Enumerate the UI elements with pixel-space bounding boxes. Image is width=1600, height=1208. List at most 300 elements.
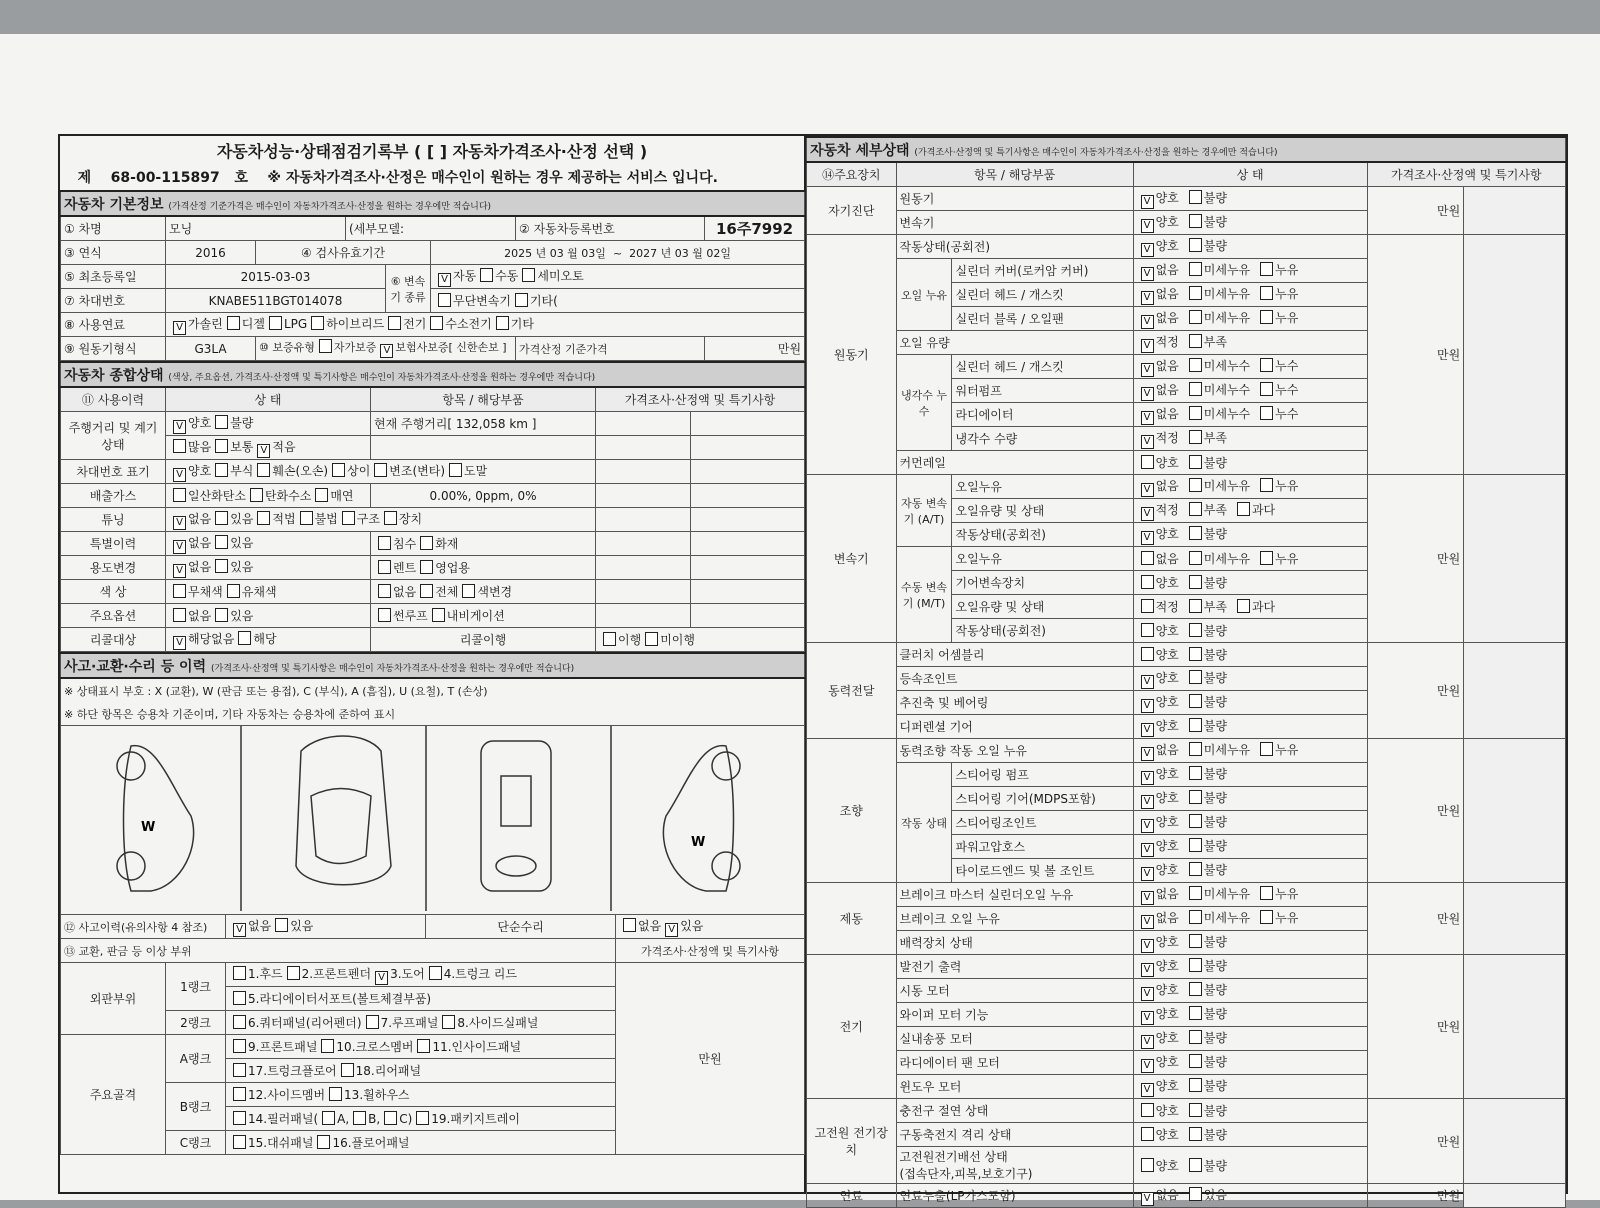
option-label: 없음	[1155, 358, 1179, 373]
status-i_ps_leak	[1133, 739, 1367, 763]
check-i_diff-bad[interactable]	[1189, 718, 1202, 732]
status-i_hose	[1133, 835, 1367, 859]
check-lpg[interactable]	[269, 316, 282, 330]
note-g_engine	[1464, 235, 1566, 475]
option-label: 불량	[1203, 982, 1227, 997]
check-i_c_head-fine_w[interactable]	[1189, 358, 1202, 372]
check-i_hose-bad[interactable]	[1189, 838, 1202, 852]
status-i_mt_idle	[1133, 619, 1367, 643]
check-i_fleak-yes[interactable]	[1189, 1187, 1202, 1201]
check-illegal[interactable]	[300, 511, 313, 525]
check-color-change[interactable]	[462, 584, 475, 598]
check-color-all[interactable]	[420, 584, 433, 598]
check-i_trans-bad[interactable]	[1189, 214, 1202, 228]
check-i_fan-good[interactable]: V	[1141, 1035, 1154, 1049]
check-i_alt-bad[interactable]	[1189, 958, 1202, 972]
check-vin-dmg[interactable]	[257, 463, 270, 477]
option-label: 양호	[1155, 790, 1179, 805]
label-base-price: 가격산정 기준가격	[516, 337, 705, 361]
check-option-yes[interactable]	[215, 608, 228, 622]
option-label: 미세누수	[1203, 382, 1251, 397]
check-i_at_leak-leak[interactable]	[1260, 478, 1273, 492]
check-semi[interactable]	[522, 268, 535, 282]
transmission-options-2: 무단변속기 기타(	[431, 289, 805, 313]
odometer-reading: 현재 주행거리[ 132,058 km ]	[371, 412, 596, 436]
label-detail-model: (세부모델:	[346, 216, 516, 241]
check-i_tie-good[interactable]: V	[1141, 867, 1154, 881]
check-i_cv-bad[interactable]	[1189, 670, 1202, 684]
option-label: 없음	[1155, 886, 1179, 901]
check-achrom[interactable]	[173, 584, 186, 598]
check-i_at_level-ok[interactable]: V	[1141, 507, 1154, 521]
check-recall-notdone[interactable]	[645, 632, 658, 646]
check-p7[interactable]	[366, 1015, 379, 1029]
check-option-none[interactable]	[173, 608, 186, 622]
status-i_mt_gear	[1133, 571, 1367, 595]
check-i_oil_level-ok[interactable]: V	[1141, 339, 1154, 353]
check-i_at_idle-good[interactable]: V	[1141, 531, 1154, 545]
item-i_joint: 스티어링조인트	[952, 811, 1133, 835]
check-p19[interactable]	[416, 1111, 429, 1125]
check-i_oil_level-low[interactable]	[1189, 334, 1202, 348]
check-p15[interactable]	[233, 1135, 246, 1149]
check-i_booster-bad[interactable]	[1189, 934, 1202, 948]
check-i_brake_oil-fine[interactable]	[1189, 910, 1202, 924]
option-label: 양호	[1155, 694, 1179, 709]
check-i_cyl_cover-leak[interactable]	[1260, 262, 1273, 276]
check-i_at_leak-none[interactable]: V	[1141, 483, 1154, 497]
option-label: 양호	[1155, 1078, 1179, 1093]
check-p9[interactable]	[233, 1039, 246, 1053]
option-label: 불량	[1203, 1158, 1227, 1173]
warranty-options: ⑩ 보증유형 자가보증 V 보험사보증[ 신한손보 ]	[256, 337, 516, 361]
status-i_engine	[1133, 187, 1367, 211]
check-i_mt_idle-bad[interactable]	[1189, 623, 1202, 637]
col-detail-item: 항목 / 해당부품	[896, 162, 1133, 187]
status-i_idle	[1133, 235, 1367, 259]
check-i_engine-good[interactable]: V	[1141, 195, 1154, 209]
check-accident-yes[interactable]	[275, 918, 288, 932]
check-repair-yes[interactable]: V	[665, 923, 678, 937]
check-smoke[interactable]	[315, 488, 328, 502]
item-wire-line1: 고전원전기배선 상태	[899, 1150, 1008, 1164]
status-i_rfan	[1133, 1051, 1367, 1075]
check-i_trans-good[interactable]: V	[1141, 219, 1154, 233]
check-struct[interactable]	[342, 511, 355, 525]
option-label: 적정	[1155, 430, 1179, 445]
item-i_block: 실린더 블록 / 오일팬	[952, 307, 1133, 331]
check-pb[interactable]	[353, 1111, 366, 1125]
check-i_brake_oil-none[interactable]: V	[1141, 915, 1154, 929]
option-label: 과다	[1251, 600, 1276, 614]
check-p16[interactable]	[317, 1135, 330, 1149]
option-label: 양호	[1155, 576, 1179, 590]
status-i_coolant	[1133, 427, 1367, 451]
status-i_wire	[1133, 1147, 1367, 1184]
left-column	[60, 136, 806, 1192]
check-p6[interactable]	[233, 1015, 246, 1029]
check-i_mt_idle-good[interactable]	[1141, 623, 1154, 637]
item-i_pump2: 스티어링 펌프	[952, 763, 1133, 787]
reg-number: 16주7992	[705, 216, 805, 241]
check-i_engine-bad[interactable]	[1189, 190, 1202, 204]
check-i_batt-good[interactable]	[1141, 1127, 1154, 1141]
item-i_at_level: 오일유량 및 상태	[952, 499, 1133, 523]
check-biz[interactable]	[420, 560, 433, 574]
check-electric[interactable]	[388, 316, 401, 330]
option-label: 불량	[1203, 1006, 1227, 1021]
check-i_coolant-ok[interactable]: V	[1141, 435, 1154, 449]
detail-row	[807, 1099, 1566, 1123]
check-i_mt_level-ok[interactable]	[1141, 599, 1154, 613]
label-rank2: 2랭크	[166, 1011, 226, 1035]
status-i_clutch	[1133, 643, 1367, 667]
check-p10[interactable]	[321, 1039, 334, 1053]
check-i_shaft-bad[interactable]	[1189, 694, 1202, 708]
option-label: 양호	[1155, 238, 1179, 253]
check-i_fleak-none[interactable]: V	[1141, 1192, 1154, 1206]
check-vin-theft[interactable]	[449, 463, 462, 477]
check-i_batt-bad[interactable]	[1189, 1127, 1202, 1141]
check-i_hose-good[interactable]: V	[1141, 843, 1154, 857]
check-vin-good[interactable]: V	[173, 468, 186, 482]
check-special-yes[interactable]	[215, 535, 228, 549]
check-i_pump-none[interactable]: V	[1141, 387, 1154, 401]
check-i_block-fine[interactable]	[1189, 310, 1202, 324]
check-i_block-none[interactable]: V	[1141, 315, 1154, 329]
check-i_clutch-bad[interactable]	[1189, 647, 1202, 661]
check-repair-none[interactable]	[623, 918, 636, 932]
left-side-view	[124, 746, 194, 891]
check-self-warranty[interactable]	[319, 339, 332, 353]
check-i_start-bad[interactable]	[1189, 982, 1202, 996]
check-i_rfan-bad[interactable]	[1189, 1054, 1202, 1068]
car-diagram-svg	[61, 726, 801, 911]
check-i_rail-good[interactable]	[1141, 455, 1154, 469]
check-vin-diff[interactable]	[332, 463, 345, 477]
label-valid-period: ④ 검사유효기간	[256, 241, 431, 265]
option-label: 양호	[1155, 1006, 1179, 1021]
check-i_mt_gear-bad[interactable]	[1189, 575, 1202, 589]
check-i_radiator-leak_w[interactable]	[1260, 406, 1273, 420]
option-label: 미세누유	[1203, 552, 1251, 566]
option-label: 없음	[1155, 478, 1179, 493]
check-pa[interactable]	[322, 1111, 335, 1125]
check-i_head_gasket-fine[interactable]	[1189, 286, 1202, 300]
check-i_wiper-good[interactable]: V	[1141, 1011, 1154, 1025]
check-accident-none[interactable]: V	[233, 923, 246, 937]
check-i_insul-bad[interactable]	[1189, 1103, 1202, 1117]
check-usage-none[interactable]: V	[173, 564, 186, 578]
option-label: 불량	[1203, 238, 1227, 253]
price-g_steer: 만원	[1367, 739, 1464, 883]
label-accident-history: ⑫ 사고이력(유의사항 4 참조)	[61, 915, 226, 939]
check-i_ps_leak-fine[interactable]	[1189, 742, 1202, 756]
status-i_mt_level	[1133, 595, 1367, 619]
check-p3[interactable]: V	[375, 971, 388, 985]
row-emission: 배출가스	[61, 484, 166, 508]
label-car-name: ① 차명	[61, 216, 166, 241]
check-i_radiator-none[interactable]: V	[1141, 411, 1154, 425]
check-i_fan-bad[interactable]	[1189, 1030, 1202, 1044]
check-i_shaft-good[interactable]: V	[1141, 699, 1154, 713]
item-i_ps_leak: 동력조향 작동 오일 누유	[896, 739, 1133, 763]
status-i_gear	[1133, 787, 1367, 811]
check-i_wiper-bad[interactable]	[1189, 1006, 1202, 1020]
check-i_radiator-fine_w[interactable]	[1189, 406, 1202, 420]
check-odo-bad[interactable]	[215, 415, 228, 429]
option-label: 양호	[1155, 190, 1179, 205]
first-reg: 2015-03-03	[166, 265, 386, 289]
option-label: 적정	[1155, 600, 1179, 614]
check-i_window-good[interactable]: V	[1141, 1083, 1154, 1097]
check-i_rail-bad[interactable]	[1189, 455, 1202, 469]
check-few[interactable]: V	[257, 444, 270, 458]
check-i_ps_leak-leak[interactable]	[1260, 742, 1273, 756]
check-p8[interactable]	[442, 1015, 455, 1029]
item-i_gear: 스티어링 기어(MDPS포함)	[952, 787, 1133, 811]
detail-row	[807, 235, 1566, 259]
option-label: 누유	[1275, 886, 1299, 901]
check-recall-na[interactable]: V	[173, 636, 186, 650]
check-i_diff-good[interactable]: V	[1141, 723, 1154, 737]
check-i_wire-bad[interactable]	[1189, 1158, 1202, 1172]
option-label: 양호	[1155, 958, 1179, 973]
check-co[interactable]	[173, 488, 186, 502]
check-p12[interactable]	[233, 1087, 246, 1101]
row-usage-change: 용도변경	[61, 556, 166, 580]
check-i_mt_leak-none[interactable]	[1141, 551, 1154, 565]
check-auto[interactable]: V	[438, 273, 451, 287]
check-i_at_level-over[interactable]	[1237, 502, 1250, 516]
option-label: 불량	[1203, 862, 1227, 877]
option-label: 부족	[1203, 502, 1227, 517]
check-i_mt_level-low[interactable]	[1189, 599, 1202, 613]
check-i_c_head-none[interactable]: V	[1141, 363, 1154, 377]
check-i_pump-leak_w[interactable]	[1260, 382, 1273, 396]
group-g_power: 동력전달	[807, 643, 897, 739]
group-g_elec: 전기	[807, 955, 897, 1099]
check-p11[interactable]	[417, 1039, 430, 1053]
check-i_gear-bad[interactable]	[1189, 790, 1202, 804]
check-cvt[interactable]	[438, 293, 451, 307]
status-i_joint	[1133, 811, 1367, 835]
check-i_mt_gear-good[interactable]	[1141, 575, 1154, 589]
check-i_cv-good[interactable]: V	[1141, 675, 1154, 689]
check-i_cyl_cover-none[interactable]: V	[1141, 267, 1154, 281]
check-gasoline[interactable]: V	[173, 321, 186, 335]
check-odo-good[interactable]: V	[173, 420, 186, 434]
check-chrom[interactable]	[227, 584, 240, 598]
check-special-none[interactable]: V	[173, 540, 186, 554]
check-i_master-fine[interactable]	[1189, 886, 1202, 900]
check-i_block-leak[interactable]	[1260, 310, 1273, 324]
check-i_insul-good[interactable]	[1141, 1103, 1154, 1117]
check-i_coolant-low[interactable]	[1189, 430, 1202, 444]
check-i_mt_leak-fine[interactable]	[1189, 551, 1202, 565]
item-i_fleak: 연료누출(LP가스포함)	[896, 1184, 1133, 1208]
item-i_at_leak: 오일누유	[952, 475, 1133, 499]
check-normal[interactable]	[215, 439, 228, 453]
overall-status-table: 자동차 종합상태 (색상, 주요옵션, 가격조사·산정액 및 특기사항은 매수인이 자동차가격조사·산정을 원하는 경우에만 적습니다) ⑪ 사용이력 상 태 항목 / 해당부품 가격조사·산정액 및 특기사항 주행거리 및 계기상태 V 양호 불량 현재 주행거리[ 132,058 km ] 많음 보통 V 적음 차대번호 표기 V 양호 부식 훼손(오손) 상이 변조(변타) 도말 배출가스 일산화탄소 탄화수소 매연 0.00%, 0ppm, 0% 튜닝 V 없음 있음 적법 불법 구조 장치 특별이력 V 없음 있음 침수 화재 용도변경 V 없음 있음 렌트 영업용 색 상 무채색 유채색 없음 전체 색변경 주요옵션 없음 있음 썬루프 내비게이션 리콜대상 V 해당없음 해당 리콜이행 이행 미이행	[60, 361, 805, 652]
option-label: 불량	[1203, 718, 1227, 733]
option-label: 불량	[1203, 670, 1227, 685]
note-g_brake	[1464, 883, 1566, 955]
item-i_pump: 워터펌프	[952, 379, 1133, 403]
check-vin-mod[interactable]	[374, 463, 387, 477]
price-g_brake: 만원	[1367, 883, 1464, 955]
note-g_fuel	[1464, 1184, 1566, 1208]
check-manual[interactable]	[480, 268, 493, 282]
price-g_engine: 만원	[1367, 235, 1464, 475]
check-hc[interactable]	[250, 488, 263, 502]
check-insurer-warranty[interactable]: V	[380, 344, 393, 358]
check-rent[interactable]	[378, 560, 391, 574]
check-p14[interactable]	[233, 1111, 246, 1125]
check-i_rfan-good[interactable]: V	[1141, 1059, 1154, 1073]
check-tuning-none[interactable]: V	[173, 516, 186, 530]
check-i_mt_level-over[interactable]	[1237, 599, 1250, 613]
basic-info-table	[60, 190, 805, 361]
check-i_cyl_cover-fine[interactable]	[1189, 262, 1202, 276]
check-fire[interactable]	[420, 536, 433, 550]
item-i_insul: 충전구 절연 상태	[896, 1099, 1133, 1123]
check-i_master-leak[interactable]	[1260, 886, 1273, 900]
check-i_joint-bad[interactable]	[1189, 814, 1202, 828]
note-g_trans	[1464, 475, 1566, 643]
option-label: 불량	[1203, 456, 1227, 470]
check-p1[interactable]	[233, 966, 246, 980]
underbody-view	[481, 741, 551, 891]
check-hybrid[interactable]	[311, 316, 324, 330]
option-label: 미세누유	[1203, 886, 1251, 901]
label-fuel: ⑧ 사용연료	[61, 313, 166, 337]
check-diesel[interactable]	[227, 316, 240, 330]
check-i_gear-good[interactable]: V	[1141, 795, 1154, 809]
check-recall-app[interactable]	[238, 631, 251, 645]
option-label: 누유	[1275, 910, 1299, 925]
option-label: 없음	[1155, 1187, 1179, 1202]
check-tuning-yes[interactable]	[215, 511, 228, 525]
status-i_booster	[1133, 931, 1367, 955]
check-i_head_gasket-none[interactable]: V	[1141, 291, 1154, 305]
check-sunroof[interactable]	[378, 608, 391, 622]
check-i_brake_oil-leak[interactable]	[1260, 910, 1273, 924]
check-i_clutch-good[interactable]	[1141, 647, 1154, 661]
inspection-record-form	[58, 134, 1568, 1204]
col-item: 항목 / 해당부품	[371, 387, 596, 412]
check-vin-corr[interactable]	[215, 463, 228, 477]
check-i_mt_leak-leak[interactable]	[1260, 551, 1273, 565]
check-i_pump2-bad[interactable]	[1189, 766, 1202, 780]
check-i_start-good[interactable]: V	[1141, 987, 1154, 1001]
option-label: 부족	[1203, 430, 1227, 445]
check-fuel-etc[interactable]	[496, 316, 509, 330]
check-p13[interactable]	[329, 1087, 342, 1101]
item-i_at_idle: 작동상태(공회전)	[952, 523, 1133, 547]
check-i_at_idle-bad[interactable]	[1189, 526, 1202, 540]
status-i_cv	[1133, 667, 1367, 691]
option-label: 미세누유	[1203, 286, 1251, 301]
check-i_at_leak-fine[interactable]	[1189, 478, 1202, 492]
label-rank1: 1랭크	[166, 963, 226, 1011]
item-i_tie: 타이로드엔드 및 볼 조인트	[952, 859, 1133, 883]
option-label: 불량	[1203, 766, 1227, 781]
base-price-unit: 만원	[705, 337, 805, 361]
status-i_master	[1133, 883, 1367, 907]
check-i_tie-bad[interactable]	[1189, 862, 1202, 876]
check-recall-done[interactable]	[603, 632, 616, 646]
option-label: 양호	[1155, 624, 1179, 638]
check-legal[interactable]	[257, 511, 270, 525]
check-usage-yes[interactable]	[215, 559, 228, 573]
option-label: 양호	[1155, 814, 1179, 829]
check-trans-etc[interactable]	[515, 293, 528, 307]
note-g_power	[1464, 643, 1566, 739]
item-i_cv: 등속조인트	[896, 667, 1133, 691]
option-label: 없음	[1155, 742, 1179, 757]
document-sheet	[0, 34, 1600, 1204]
legend-codes: ※ 상태표시 부호 : X (교환), W (판금 또는 용접), C (부식), A (흠집), U (요철), T (손상)	[61, 678, 805, 702]
check-navi[interactable]	[432, 608, 445, 622]
check-pc[interactable]	[384, 1111, 397, 1125]
note-g_self	[1464, 187, 1566, 235]
status-i_brake_oil	[1133, 907, 1367, 931]
check-i_at_level-low[interactable]	[1189, 502, 1202, 516]
check-i_ps_leak-none[interactable]: V	[1141, 747, 1154, 761]
check-i_c_head-leak_w[interactable]	[1260, 358, 1273, 372]
item-i_mt_leak: 오일누유	[952, 547, 1133, 571]
check-p2[interactable]	[287, 966, 300, 980]
check-i_idle-good[interactable]: V	[1141, 243, 1154, 257]
service-notice: ※ 자동차가격조사·산정은 매수인이 원하는 경우 제공하는 서비스 입니다.	[267, 170, 718, 186]
check-p17[interactable]	[233, 1063, 246, 1077]
check-i_head_gasket-leak[interactable]	[1260, 286, 1273, 300]
check-p4[interactable]	[429, 966, 442, 980]
check-i_master-none[interactable]: V	[1141, 891, 1154, 905]
item-i_mt_gear: 기어변속장치	[952, 571, 1133, 595]
check-p18[interactable]	[341, 1063, 354, 1077]
check-many[interactable]	[173, 439, 186, 453]
option-label: 누수	[1275, 358, 1299, 373]
mark-left-w: W	[141, 820, 156, 835]
check-i_joint-good[interactable]: V	[1141, 819, 1154, 833]
detail-row	[807, 739, 1566, 763]
item-i_idle: 작동상태(공회전)	[896, 235, 1133, 259]
option-label: 불량	[1203, 1030, 1227, 1045]
check-color-none[interactable]	[378, 584, 391, 598]
check-i_pump2-good[interactable]: V	[1141, 771, 1154, 785]
valid-period: 2025 년 03 월 03일 ~ 2027 년 03 월 02일	[431, 241, 805, 265]
check-p5[interactable]	[233, 991, 246, 1005]
check-i_booster-good[interactable]: V	[1141, 939, 1154, 953]
right-front-wheel	[712, 752, 740, 780]
detail-status-header: 자동차 세부상태 (가격조사·산정액 및 특기사항은 매수인이 자동차가격조사·산정을 원하는 경우에만 적습니다)	[807, 137, 1566, 162]
label-simple-repair: 단순수리	[426, 915, 616, 939]
check-i_pump-fine_w[interactable]	[1189, 382, 1202, 396]
check-i_alt-good[interactable]: V	[1141, 963, 1154, 977]
label-year: ③ 연식	[61, 241, 166, 265]
check-i_wire-good[interactable]	[1141, 1158, 1154, 1172]
check-hydrogen[interactable]	[430, 316, 443, 330]
check-device[interactable]	[384, 511, 397, 525]
record-number: 68-00-115897	[110, 170, 220, 186]
check-flood[interactable]	[378, 536, 391, 550]
item-i_booster: 배력장치 상태	[896, 931, 1133, 955]
check-i_idle-bad[interactable]	[1189, 238, 1202, 252]
check-i_window-bad[interactable]	[1189, 1078, 1202, 1092]
detail-status-table	[806, 136, 1566, 1208]
